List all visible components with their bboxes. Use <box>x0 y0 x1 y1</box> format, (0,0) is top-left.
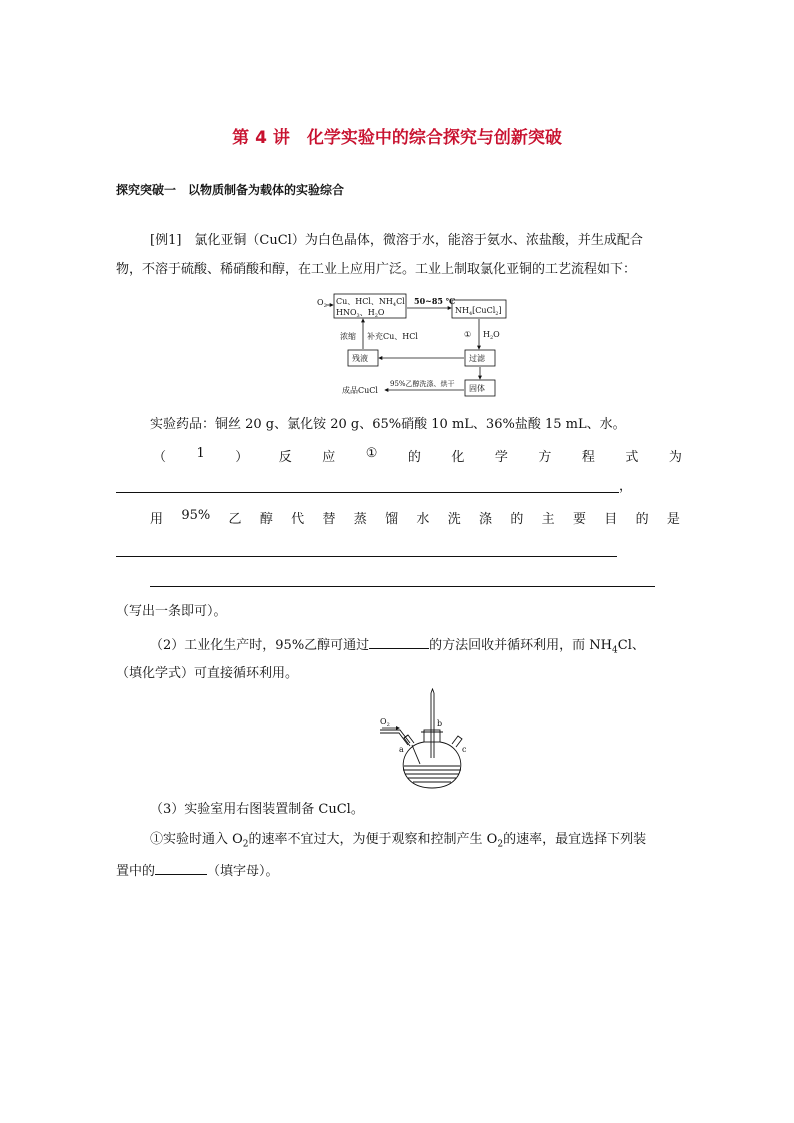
question-3-1-line: ①实验时通入 $O_2$的速率不宜过大，为便于观察和控制产生 $O_2$的速率，最宜选择下列装 <box>150 832 647 850</box>
flow-wash-label: 95%乙醇洗涤、烘干 <box>390 380 455 388</box>
write-one-note: （写出一条即可）。 <box>116 604 227 619</box>
figure-label-b: b <box>437 719 443 728</box>
three-neck-flask-figure <box>376 688 476 796</box>
flow-filter-label: 过滤 <box>469 354 485 363</box>
flow-replenish-label: 补充Cu、HCl <box>367 332 418 341</box>
reagents-line: 实验药品：铜丝 20 g、氯化铵 20 g、65%硝酸 10 mL、36%盐酸 15 mL、水。 <box>150 417 626 432</box>
flow-product-label: $NH_4[CuCl_2]$ <box>455 306 502 317</box>
q1b-char: 洗 <box>447 512 461 527</box>
q1-char: ① <box>365 446 378 461</box>
q1-char: 应 <box>322 450 336 465</box>
q1-char: 学 <box>494 450 508 465</box>
q1b-char: 主 <box>541 512 555 527</box>
q1-char: 的 <box>407 450 421 465</box>
question-3-1-line-2: 置中的 （填字母）。 <box>116 860 279 882</box>
q1-char: 反 <box>278 450 292 465</box>
flow-residue-label: 残液 <box>352 354 368 363</box>
flow-temperature: 50~85 ℃ <box>414 296 456 306</box>
q1b-char: 馏 <box>385 512 399 527</box>
flow-concentrate-label: 浓缩 <box>340 332 356 341</box>
flow-step1-mark: ① <box>464 330 472 339</box>
answer-line-2[interactable] <box>116 556 617 557</box>
q1b-char: 是 <box>666 512 680 527</box>
question-2-line-2: （填化学式）可直接循环利用。 <box>116 666 299 681</box>
blank-q2-method[interactable] <box>369 634 429 649</box>
q1-char: （ <box>153 450 167 465</box>
flow-reactants-line1: Cu、HCl、$NH_4Cl$ <box>336 297 405 308</box>
example-line-2: 物，不溶于硫酸、稀硝酸和醇，在工业上应用广泛。工业上制取氯化亚铜的工艺流程如下： <box>116 262 637 277</box>
q1-char: 程 <box>581 450 595 465</box>
question-1b-line <box>150 508 680 527</box>
question-1-line <box>153 446 682 465</box>
q1-char: 化 <box>451 450 465 465</box>
q1b-char: 代 <box>291 512 305 527</box>
figure-label-c: c <box>462 745 467 754</box>
process-flow-diagram <box>310 290 510 402</box>
figure-label-a: a <box>399 745 404 754</box>
question-2-line: （2）工业化生产时，95%乙醇可通过 的方法回收并循环利用，而 $NH_4Cl$、 <box>150 634 645 661</box>
q1-char: 式 <box>625 450 639 465</box>
q1b-char: 的 <box>635 512 649 527</box>
question-3-line: （3）实验室用右图装置制备 CuCl。 <box>150 802 364 817</box>
q1-char: ） <box>235 450 249 465</box>
answer-line-1[interactable] <box>116 492 619 493</box>
q1b-char: 95% <box>181 508 211 523</box>
section-heading: 探究突破一 以物质制备为载体的实验综合 <box>116 183 345 197</box>
q1-char: 方 <box>538 450 552 465</box>
q1-char: 为 <box>668 450 682 465</box>
blank-q3-choice[interactable] <box>155 860 207 875</box>
flow-reactants-line2: $HNO_3$、$H_2O$ <box>336 308 385 319</box>
flow-solid-label: 固体 <box>469 384 485 393</box>
flow-o2-label: $O_2$ <box>317 298 327 309</box>
q1b-char: 醇 <box>259 512 273 527</box>
q1b-char: 替 <box>322 512 336 527</box>
q1b-char: 涤 <box>479 512 493 527</box>
comma-mark: ， <box>619 479 633 494</box>
figure-o2-label: $O_2$ <box>380 717 390 728</box>
example-line-1: [例1] 氯化亚铜（CuCl）为白色晶体，微溶于水，能溶于氨水、浓盐酸，并生成配合 <box>150 233 643 248</box>
q1b-char: 水 <box>416 512 430 527</box>
q1b-char: 要 <box>572 512 586 527</box>
flow-step1-water: $H_2O$ <box>483 330 500 341</box>
q1b-char: 蒸 <box>353 512 367 527</box>
answer-line-3[interactable] <box>150 586 655 587</box>
q1b-char: 用 <box>150 512 164 527</box>
q1b-char: 乙 <box>228 512 242 527</box>
q1b-char: 目 <box>604 512 618 527</box>
q1b-char: 的 <box>510 512 524 527</box>
q1-char: 1 <box>196 446 205 461</box>
page-title: 第 4 讲 化学实验中的综合探究与创新突破 <box>232 128 562 148</box>
flow-final-label: 成品CuCl <box>342 386 378 395</box>
